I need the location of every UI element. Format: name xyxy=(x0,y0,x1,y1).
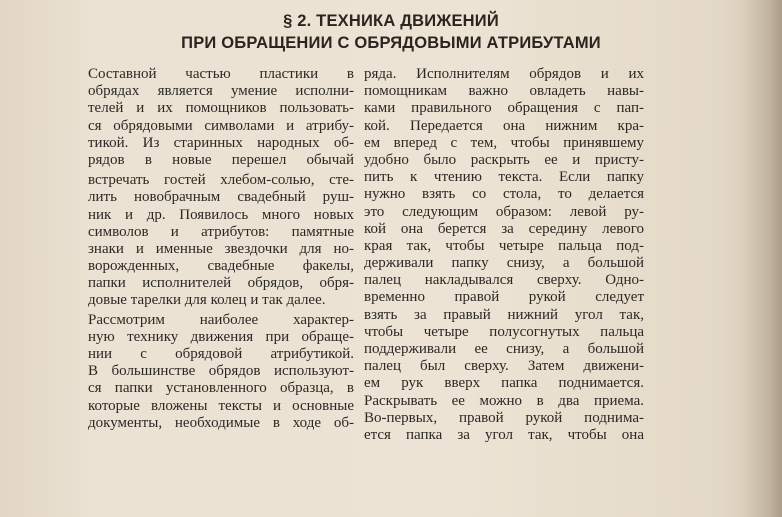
text-line: ется папка за угол так, чтобы она xyxy=(364,426,644,443)
text-line: встречать гостей хлебом-солью, сте- xyxy=(88,172,354,189)
text-line: ряда. Исполнителям обрядов и их xyxy=(364,66,644,82)
heading-line-1: § 2. ТЕХНИКА ДВИЖЕНИЙ xyxy=(283,12,499,30)
text-line: ник и др. Появилось много новых xyxy=(88,206,354,223)
text-line: телей и их помощников пользовать- xyxy=(88,100,354,117)
text-line: документы, необходимые в ходе об- xyxy=(88,414,354,431)
text-line: лить новобрачным свадебный руш- xyxy=(88,189,354,206)
text-line: кой она берется за середину левого xyxy=(364,220,644,237)
text-line: ную технику движения при обраще- xyxy=(88,328,354,345)
text-line: тикой. Из старинных народных об- xyxy=(88,134,354,151)
text-line: взять за правый нижний угол так, xyxy=(364,306,644,323)
text-line: рядов в новые перешел обычай xyxy=(88,151,354,168)
text-line: Рассмотрим наиболее характер- xyxy=(88,311,354,328)
text-line: кой. Передается она нижним кра- xyxy=(364,117,644,134)
left-text-column xyxy=(88,66,354,432)
text-line: знаки и именные звездочки для но- xyxy=(88,240,354,257)
text-line: пить к чтению текста. Если папку xyxy=(364,169,644,186)
text-line: держивали папку снизу, а большой xyxy=(364,255,644,272)
text-line: символов и атрибутов: памятные xyxy=(88,223,354,240)
text-line: ся папки установленного образца, в xyxy=(88,380,354,397)
text-line: ся обрядовыми символами и атрибу- xyxy=(88,117,354,134)
text-line: временно правой рукой следует xyxy=(364,289,644,306)
text-line: края так, чтобы четыре пальца под- xyxy=(364,237,644,254)
text-line: ем вперед с тем, чтобы принявшему xyxy=(364,134,644,151)
text-line: которые вложены тексты и основные xyxy=(88,397,354,414)
text-line: чтобы четыре полусогнутых пальца xyxy=(364,323,644,340)
text-line: папки исполнителей обрядов, обря- xyxy=(88,275,354,292)
text-line: палец был сверху. Затем движени- xyxy=(364,358,644,375)
text-line: поддерживали ее снизу, а большой xyxy=(364,341,644,357)
text-line: ворожденных, свадебные факелы, xyxy=(88,258,354,275)
page-edge-shadow xyxy=(742,0,782,517)
text-line: ками правильного обращения с пап- xyxy=(364,100,644,117)
text-line: удобно было раскрыть ее и присту- xyxy=(364,151,644,168)
section-heading xyxy=(0,10,782,54)
heading-line-2: ПРИ ОБРАЩЕНИИ С ОБРЯДОВЫМИ АТРИБУТАМИ xyxy=(181,34,601,52)
text-line: Во-первых, правой рукой поднима- xyxy=(364,409,644,426)
text-line: Раскрывать ее можно в два приема. xyxy=(364,392,644,409)
text-line: Составной частью пластики в xyxy=(88,66,354,82)
text-line: нии с обрядовой атрибутикой. xyxy=(88,346,354,362)
text-line: ем рук вверх папка поднимается. xyxy=(364,375,644,392)
text-line: довые тарелки для колец и так далее. xyxy=(88,292,326,309)
text-line: это следующим образом: левой ру- xyxy=(364,203,644,220)
text-line: нужно взять со стола, то делается xyxy=(364,186,644,203)
text-line: В большинстве обрядов используют- xyxy=(88,363,354,380)
text-line: помощникам важно овладеть навы- xyxy=(364,83,644,100)
text-line: палец накладывался сверху. Одно- xyxy=(364,272,644,289)
text-line: обрядах является умение исполни- xyxy=(88,83,354,100)
right-text-column xyxy=(364,66,644,444)
